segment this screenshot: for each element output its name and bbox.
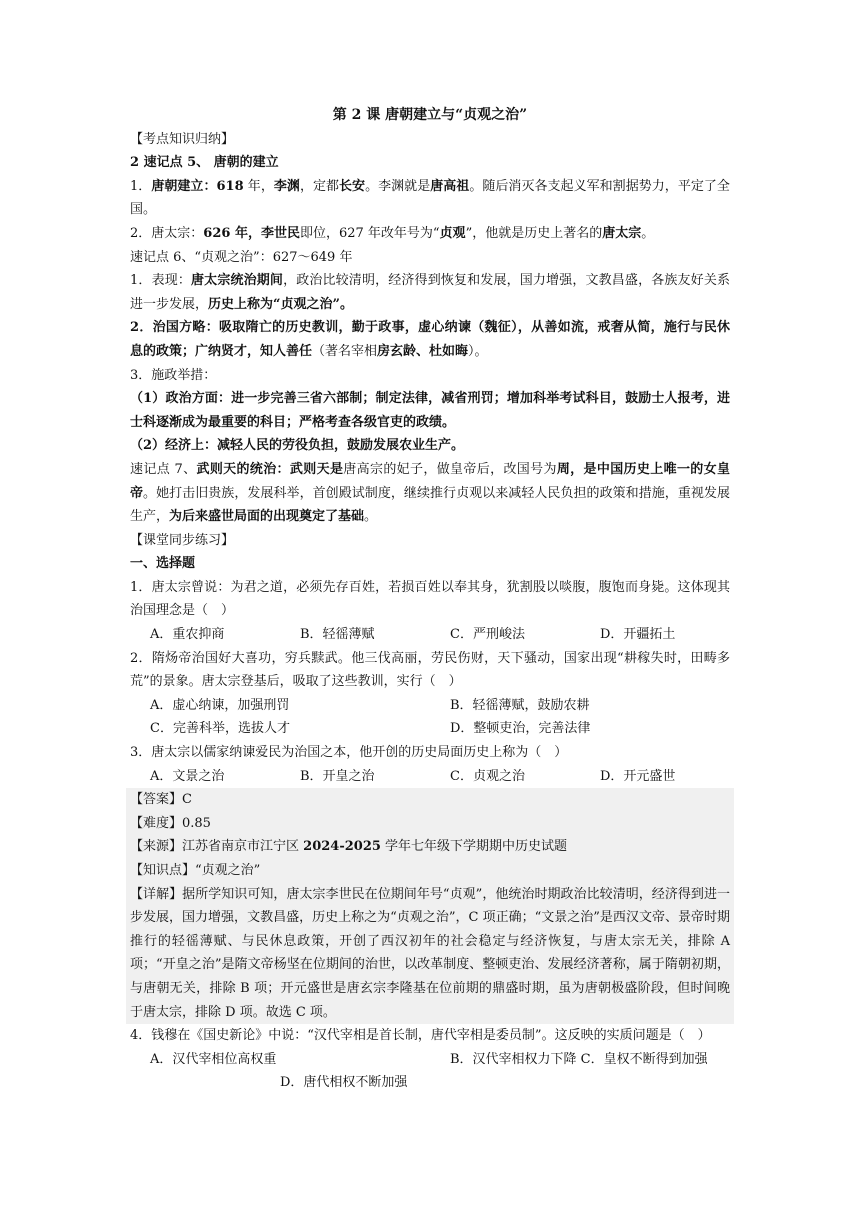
- question-3-options: [130, 765, 730, 789]
- point-7: 速记点 7、武则天的统治：武则天是唐高宗的妃子，做皇帝后，改国号为周，是中国历史上唯一的女皇帝。她打击旧贵族，发展科举，首创殿试制度，继续推行贞观以来减轻人民负担的政策和措施，重视发展生产，为后来盛世局面的出现奠定了基础。: [130, 461, 730, 525]
- document-content: [130, 104, 730, 1095]
- knowledge-point: 【知识点】“贞观之治”: [130, 863, 261, 878]
- option-a[interactable]: A．汉代宰相位高权重: [150, 1051, 277, 1067]
- option-a[interactable]: A．重农抑商: [150, 627, 225, 643]
- point-5-line-1: 1．唐朝建立：618 年，李渊，定都长安。李渊就是唐高祖。随后消灭各支起义军和割据势力，平定了全国。: [130, 178, 730, 218]
- lesson-title: 第 2 课 唐朝建立与“贞观之治”: [332, 107, 528, 123]
- option-d[interactable]: D．整顿吏治，完善法律: [450, 721, 591, 737]
- section-knowledge: 【考点知识归纳】: [130, 131, 235, 147]
- option-d[interactable]: D．唐代相权不断加强: [280, 1075, 408, 1091]
- point-6-line-2: 2．治国方略：吸取隋亡的历史教训，勤于政事，虚心纳谏（魏征），从善如流，戒奢从简，施行与民休息的政策；广纳贤才，知人善任（著名宰相房玄龄、杜如晦）。: [130, 320, 730, 359]
- answer: 【答案】C: [130, 792, 192, 808]
- option-b-c[interactable]: B．汉代宰相权力下降 C．皇权不断得到加强: [450, 1051, 708, 1067]
- section-practice: 【课堂同步练习】: [130, 532, 235, 548]
- option-c[interactable]: C．贞观之治: [450, 768, 525, 784]
- question-4-options-row-1: [130, 1048, 730, 1072]
- detail: 【详解】据所学知识可知，唐太宗李世民在位期间年号“贞观”，他统治时期政治比较清明，经济得到进一步发展，国力增强，文教昌盛，历史上称之为“贞观之治”，C 项正确；“文景之治”是西汉文帝、景帝时期推行的轻徭薄赋、与民休息政策，开创了西汉初年的社会稳定与经济恢复，与唐太宗无关，排除 A 项；“开皇之治”是隋文帝杨坚在位期间的治世，以改革制度、整顿吏治、发展经济著称，属于隋朝初期，与唐朝无关，排除 B 项；开元盛世是唐玄宗李隆基在位前期的鼎盛时期，虽为唐朝极盛阶段，但时间晚于唐太宗，排除 D 项。故选 C 项。: [130, 886, 730, 1020]
- option-d[interactable]: D．开元盛世: [600, 768, 676, 784]
- option-d[interactable]: D．开疆拓土: [600, 627, 676, 643]
- source: 【来源】江苏省南京市江宁区 2024-2025 学年七年级下学期期中历史试题: [130, 839, 568, 855]
- option-b[interactable]: B．轻徭薄赋: [300, 627, 375, 643]
- point-6-line-3: 3．施政举措：: [130, 367, 217, 383]
- question-2-options-row-1: [130, 694, 730, 718]
- question-2-options-row-2: [130, 717, 730, 741]
- point-6-heading: 速记点 6、“贞观之治”：627～649 年: [130, 249, 353, 265]
- difficulty: 【难度】0.85: [130, 815, 211, 831]
- option-c[interactable]: C．完善科举，选拔人才: [150, 721, 290, 737]
- option-a[interactable]: A．文景之治: [150, 768, 225, 784]
- option-a[interactable]: A．虚心纳谏，加强刑罚: [150, 697, 290, 713]
- option-b[interactable]: B．开皇之治: [300, 768, 375, 784]
- question-3-stem: 3．唐太宗以儒家纳谏爱民为治国之本，他开创的历史局面历史上称为（ ）: [130, 745, 568, 761]
- question-4-options-row-2: [130, 1071, 730, 1095]
- point-5-heading: 2 速记点 5、 唐朝的建立: [130, 155, 279, 171]
- point-6-line-5: （2）经济上：减轻人民的劳役负担，鼓励发展农业生产。: [130, 438, 465, 454]
- point-6-line-1: 1．表现：唐太宗统治期间，政治比较清明，经济得到恢复和发展，国力增强，文教昌盛，各族友好关系进一步发展，历史上称为“贞观之治”。: [130, 273, 730, 312]
- question-2-stem: 2．隋炀帝治国好大喜功，穷兵黩武。他三伐高丽，劳民伤财，天下骚动，国家出现“耕稼失时，田畴多荒”的景象。唐太宗登基后，吸取了这些教训，实行（ ）: [130, 650, 730, 690]
- point-6-line-4: （1）政治方面：进一步完善三省六部制；制定法律，减省刑罚；增加科举考试科目，鼓励士人报考，进士科逐渐成为最重要的科目；严格考查各级官吏的政绩。: [130, 391, 730, 430]
- point-5-line-2: 2．唐太宗：626 年，李世民即位，627 年改年号为“贞观”，他就是历史上著名的唐太宗。: [130, 225, 655, 241]
- question-1-stem: 1．唐太宗曾说：为君之道，必须先存百姓，若损百姓以奉其身，犹割股以啖腹，腹饱而身毙。这体现其治国理念是（ ）: [130, 579, 730, 619]
- answer-block: [126, 788, 734, 1024]
- option-c[interactable]: C．严刑峻法: [450, 627, 525, 643]
- question-4-stem: 4．钱穆在《国史新论》中说：“汉代宰相是首长制，唐代宰相是委员制”。这反映的实质问题是（ ）: [130, 1028, 711, 1044]
- section-choice: 一、选择题: [130, 556, 196, 572]
- option-b[interactable]: B．轻徭薄赋，鼓励农耕: [450, 697, 590, 713]
- question-1-options: [130, 623, 730, 647]
